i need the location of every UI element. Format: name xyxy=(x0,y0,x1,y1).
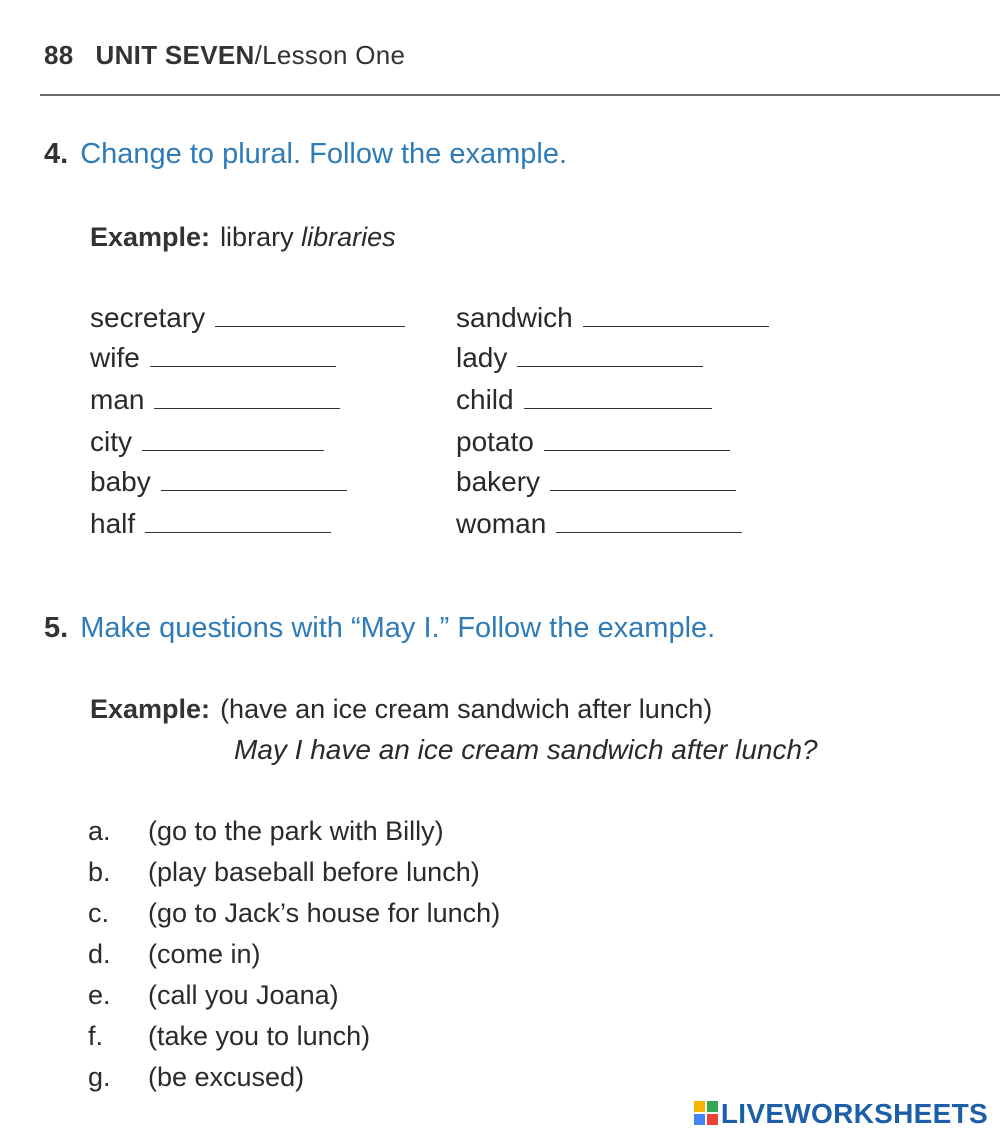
example-word: library xyxy=(220,222,294,252)
item-letter: d. xyxy=(88,939,111,969)
word-label: wife xyxy=(90,342,140,373)
word-row xyxy=(90,302,405,334)
word-row xyxy=(456,466,736,498)
word-label: baby xyxy=(90,466,151,497)
answer-blank[interactable] xyxy=(215,304,405,327)
unit-title: UNIT SEVEN xyxy=(95,40,255,70)
item-text: (be excused) xyxy=(148,1062,305,1092)
word-label: bakery xyxy=(456,466,541,497)
liveworksheets-logo-icon xyxy=(694,1101,718,1125)
watermark-text: LIVEWORKSHEETS xyxy=(720,1098,988,1129)
item-text: (take you to lunch) xyxy=(148,1021,371,1051)
item-letter: b. xyxy=(88,857,111,887)
answer-blank[interactable] xyxy=(583,304,769,327)
item-text: (go to Jack’s house for lunch) xyxy=(148,898,501,928)
list-item xyxy=(88,898,500,929)
item-text: (go to the park with Billy) xyxy=(148,816,444,846)
list-item xyxy=(88,1021,370,1052)
example-label: Example: xyxy=(90,222,211,252)
word-row xyxy=(456,342,703,374)
page-number: 88 xyxy=(44,40,74,70)
exercise-5-instruction: Make questions with “May I.” Follow the example. xyxy=(80,612,716,644)
item-letter: e. xyxy=(88,980,111,1010)
answer-blank[interactable] xyxy=(150,344,336,367)
word-row xyxy=(456,508,742,540)
item-letter: f. xyxy=(88,1021,104,1051)
answer-blank[interactable] xyxy=(145,510,331,533)
item-text: (come in) xyxy=(148,939,261,969)
word-row xyxy=(90,384,340,416)
list-item xyxy=(88,980,339,1011)
answer-blank[interactable] xyxy=(524,386,712,409)
answer-blank[interactable] xyxy=(142,428,324,451)
word-label: secretary xyxy=(90,302,206,333)
answer-blank[interactable] xyxy=(517,344,703,367)
item-text: (play baseball before lunch) xyxy=(148,857,480,887)
example-answer: libraries xyxy=(301,222,396,252)
exercise-4-title xyxy=(44,138,567,171)
list-item xyxy=(88,1062,304,1093)
header-separator: / xyxy=(254,40,263,70)
example-prompt: (have an ice cream sandwich after lunch) xyxy=(220,694,713,724)
item-text: (call you Joana) xyxy=(148,980,339,1010)
word-row xyxy=(456,384,712,416)
exercise-5-title xyxy=(44,612,715,645)
list-item xyxy=(88,857,480,888)
answer-blank[interactable] xyxy=(161,468,347,491)
header-rule xyxy=(40,94,1000,96)
answer-blank[interactable] xyxy=(550,468,736,491)
word-label: man xyxy=(90,384,145,415)
example-label: Example: xyxy=(90,694,211,724)
word-row xyxy=(456,426,730,458)
item-letter: c. xyxy=(88,898,110,928)
exercise-4-instruction: Change to plural. Follow the example. xyxy=(80,138,568,170)
list-item xyxy=(88,816,444,847)
exercise-5-example xyxy=(90,694,712,725)
word-label: sandwich xyxy=(456,302,573,333)
word-row xyxy=(90,426,324,458)
word-row xyxy=(456,302,769,334)
word-label: child xyxy=(456,384,514,415)
answer-blank[interactable] xyxy=(154,386,340,409)
word-label: city xyxy=(90,426,132,457)
answer-blank[interactable] xyxy=(556,510,742,533)
exercise-5-example-answer: May I have an ice cream sandwich after lunch? xyxy=(234,734,818,765)
item-letter: g. xyxy=(88,1062,111,1092)
word-label: half xyxy=(90,508,136,539)
exercise-4-example xyxy=(90,222,396,253)
word-row xyxy=(90,466,347,498)
word-label: potato xyxy=(456,426,534,457)
exercise-4-number: 4. xyxy=(44,138,69,170)
page-header xyxy=(44,40,405,71)
item-letter: a. xyxy=(88,816,111,846)
word-label: woman xyxy=(456,508,547,539)
word-label: lady xyxy=(456,342,508,373)
lesson-title: Lesson One xyxy=(262,40,406,70)
answer-blank[interactable] xyxy=(544,428,730,451)
word-row xyxy=(90,508,331,540)
liveworksheets-logo xyxy=(694,1098,988,1130)
list-item xyxy=(88,939,261,970)
exercise-5-number: 5. xyxy=(44,612,69,644)
word-row xyxy=(90,342,336,374)
